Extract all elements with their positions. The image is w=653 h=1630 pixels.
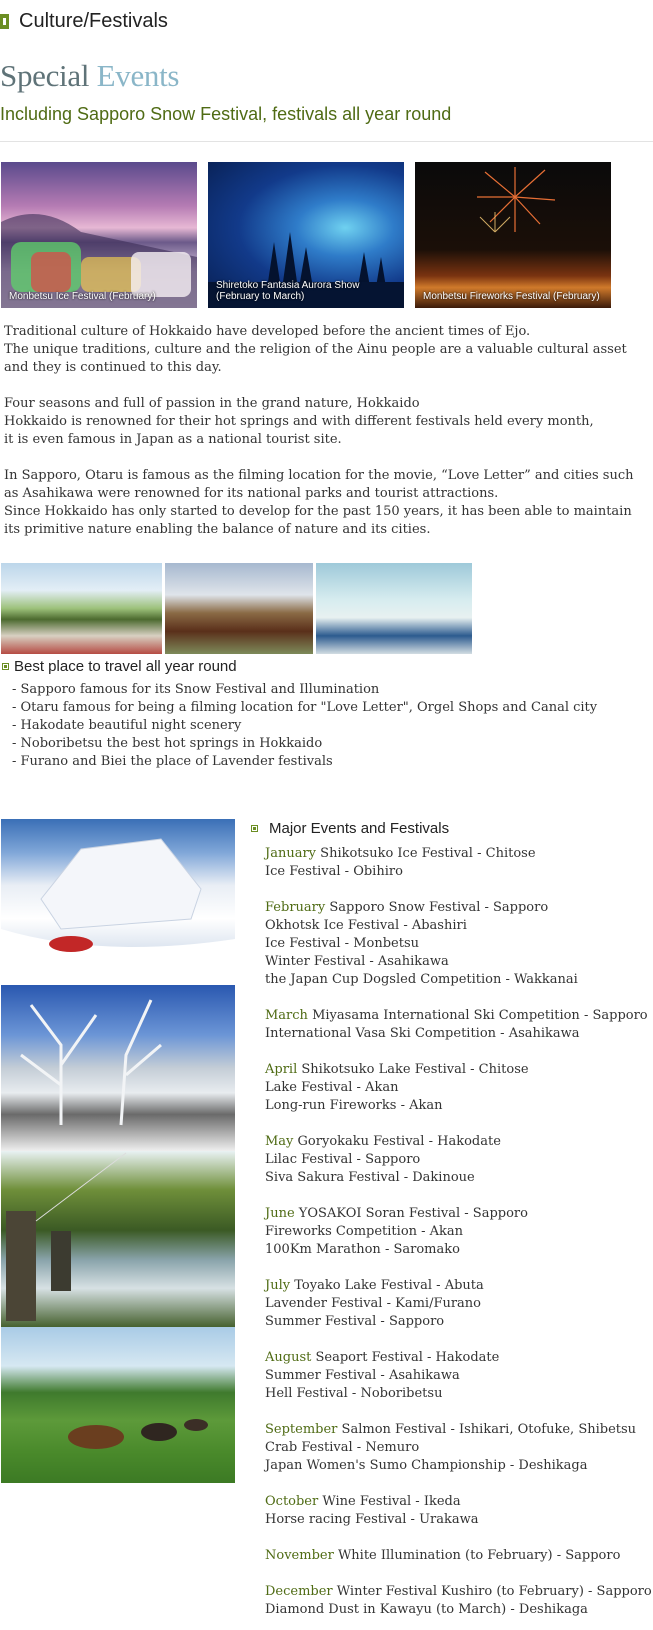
event-line [265,953,652,971]
event-text: Crab Festival - Nemuro [265,1440,420,1455]
section-title: Culture/Festivals [19,9,168,32]
event-group-december [265,1583,652,1619]
event-text: Siva Sakura Festival - Dakinoue [265,1170,475,1185]
event-text: Miyasama International Ski Competition - Sapporo [312,1008,648,1023]
event-line [265,1223,652,1241]
event-text: Wine Festival - Ikeda [322,1494,461,1509]
event-line [265,1439,652,1457]
photo-shiretoko-aurora [208,162,404,308]
page-heading [0,58,179,94]
event-text: Shikotsuko Lake Festival - Chitose [301,1062,529,1077]
event-line [265,1277,652,1295]
heading-word-1: Special [0,58,90,93]
event-group-november [265,1547,652,1565]
list-item: - Sapporo famous for its Snow Festival and Illumination [12,682,380,697]
event-text: Diamond Dust in Kawayu (to March) - Deshikaga [265,1602,588,1617]
bullet-square-icon [251,825,258,832]
event-text: YOSAKOI Soran Festival - Sapporo [298,1206,528,1221]
event-text: Fireworks Competition - Akan [265,1224,464,1239]
event-text: Winter Festival - Asahikawa [265,954,449,969]
photo-frosted-trees [1,985,235,1151]
event-text: the Japan Cup Dogsled Competition - Wakkanai [265,972,578,987]
event-group-june [265,1205,652,1259]
event-month: December [265,1584,333,1599]
photo-monbetsu-fireworks [415,162,611,308]
event-line [265,1349,652,1367]
event-month: February [265,900,326,915]
event-month: June [265,1206,295,1221]
event-text: Sapporo Snow Festival - Sapporo [329,900,549,915]
best-places-heading [2,658,237,675]
event-text: Toyako Lake Festival - Abuta [294,1278,484,1293]
event-month: July [265,1278,291,1293]
event-line [265,845,652,863]
event-line [265,1601,652,1619]
event-line [265,1133,652,1151]
event-group-september [265,1421,652,1475]
event-text: Long-run Fireworks - Akan [265,1098,443,1113]
event-group-january [265,845,652,881]
event-group-october [265,1493,652,1529]
event-line [265,917,652,935]
event-month: April [265,1062,298,1077]
event-line [265,1583,652,1601]
event-month: October [265,1494,319,1509]
event-line [265,1151,652,1169]
events-list [265,845,652,1630]
event-text: 100Km Marathon - Saromako [265,1242,460,1257]
divider [0,141,653,142]
event-line [265,1313,652,1331]
fireworks-illustration [415,162,611,308]
photo-monbetsu-ice-festival [1,162,197,308]
event-group-august [265,1349,652,1403]
event-text: Shikotsuko Ice Festival - Chitose [320,846,536,861]
event-line [265,1511,652,1529]
event-month: March [265,1008,308,1023]
event-line [265,899,652,917]
best-places-title: Best place to travel all year round [14,658,237,675]
heading-word-2: Events [96,58,180,93]
event-text: Ice Festival - Obihiro [265,864,403,879]
event-line [265,1079,652,1097]
photo-horse-riding [1,1327,235,1483]
list-item: - Furano and Biei the place of Lavender festivals [12,754,333,769]
event-text: Hell Festival - Noboribetsu [265,1386,443,1401]
bullet-square-icon [2,663,9,670]
event-text: Seaport Festival - Hakodate [315,1350,500,1365]
event-month: September [265,1422,338,1437]
event-line [265,1205,652,1223]
event-group-march [265,1007,652,1043]
event-text: Salmon Festival - Ishikari, Otofuke, Shibetsu [341,1422,637,1437]
paragraph-seasons: Four seasons and full of passion in the grand nature, Hokkaido Hokkaido is renowned for their hot springs and with different festivals held every month, it is even famous in Japan as a national tourist site. [4,396,594,447]
section-marker-icon [0,14,9,29]
event-group-july [265,1277,652,1331]
event-line [265,1007,652,1025]
event-text: White Illumination (to February) - Sapporo [337,1548,621,1563]
event-line [265,1421,652,1439]
event-month: May [265,1134,294,1149]
photo-snow-festival-stage [316,563,472,654]
major-events-title: Major Events and Festivals [269,820,450,837]
event-text: Japan Women's Sumo Championship - Deshikaga [265,1458,588,1473]
list-item: - Otaru famous for being a filming location for "Love Letter", Orgel Shops and Canal city [12,700,598,715]
event-group-april [265,1061,652,1115]
event-text: International Vasa Ski Competition - Asahikawa [265,1026,580,1041]
event-line [265,1367,652,1385]
event-month: January [265,846,317,861]
horse-riding-illustration [1,1327,235,1483]
page-subheading: Including Sapporo Snow Festival, festivals all year round [0,104,452,124]
event-text: Lilac Festival - Sapporo [265,1152,421,1167]
event-text: Goryokaku Festival - Hakodate [297,1134,501,1149]
event-group-february [265,899,652,989]
section-header [0,8,168,34]
fishing-illustration [1,1151,235,1327]
photo-caption-line-1: Shiretoko Fantasia Aurora Show [216,280,360,291]
ice-lantern-illustration [1,162,197,308]
event-text: Lake Festival - Akan [265,1080,399,1095]
best-places-list [12,681,597,771]
event-line [265,863,652,881]
photo-festival-parade [165,563,313,654]
photo-caption-line-2: (February to March) [216,291,305,302]
event-text: Lavender Festival - Kami/Furano [265,1296,482,1311]
event-line [265,1457,652,1475]
event-line [265,1385,652,1403]
event-line [265,1169,652,1187]
photo-fly-fishing [1,1151,235,1327]
event-line [265,1547,652,1565]
frosted-tree-illustration [1,985,235,1151]
photo-caption [216,280,359,302]
event-text: Horse racing Festival - Urakawa [265,1512,479,1527]
event-text: Summer Festival - Sapporo [265,1314,445,1329]
event-line [265,1295,652,1313]
event-line [265,1025,652,1043]
major-events-heading [251,820,449,837]
event-text: Winter Festival Kushiro (to February) - Sapporo [336,1584,652,1599]
event-month: August [265,1350,312,1365]
event-line [265,1241,652,1259]
snow-sculpture-illustration [1,819,235,985]
event-month: November [265,1548,334,1563]
photo-caption: Monbetsu Fireworks Festival (February) [423,291,600,302]
event-line [265,1061,652,1079]
event-line [265,935,652,953]
event-line [265,971,652,989]
photo-festival-dancers [1,563,162,654]
event-line [265,1493,652,1511]
paragraph-sapporo-otaru: In Sapporo, Otaru is famous as the filming location for the movie, “Love Letter” and cities such as Asahikawa were renowned for its national parks and tourist attractions. Since Hokkaido has only started to develop for the past 150 years, it has been able to maintain its primitive nature enabling the balance of nature and its cities. [4,468,634,537]
event-text: Okhotsk Ice Festival - Abashiri [265,918,467,933]
event-group-may [265,1133,652,1187]
photo-snow-sculpture-slide [1,819,235,985]
event-text: Summer Festival - Asahikawa [265,1368,460,1383]
event-text: Ice Festival - Monbetsu [265,936,420,951]
paragraph-culture: Traditional culture of Hokkaido have developed before the ancient times of Ejo. The unique traditions, culture and the religion of the Ainu people are a valuable cultural asset and they is continued to this day. [4,324,627,375]
event-line [265,1097,652,1115]
list-item: - Hakodate beautiful night scenery [12,718,242,733]
photo-caption: Monbetsu Ice Festival (February) [9,291,156,302]
list-item: - Noboribetsu the best hot springs in Hokkaido [12,736,323,751]
